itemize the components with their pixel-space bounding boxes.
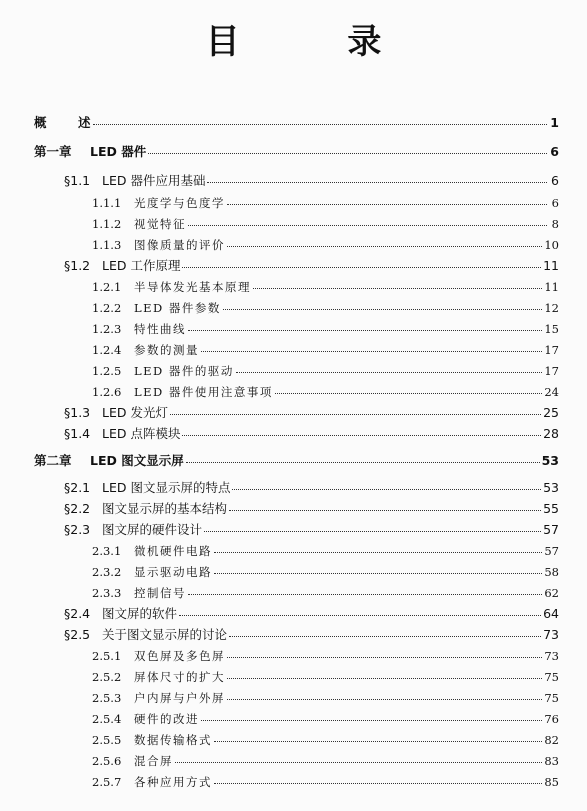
toc-entry bbox=[92, 689, 559, 707]
toc-entry-page: 64 bbox=[543, 606, 559, 621]
page-title: 目 录 bbox=[205, 22, 430, 62]
toc-entry-page: 53 bbox=[541, 453, 559, 468]
dot-leader bbox=[229, 510, 541, 511]
toc-entry-number: 2.5.5 bbox=[92, 733, 122, 747]
toc-entry bbox=[64, 425, 559, 443]
toc-entry bbox=[92, 668, 559, 686]
toc-entry-page: 6 bbox=[550, 144, 559, 159]
dot-leader bbox=[223, 309, 542, 310]
toc-entry-number: 2.5.1 bbox=[92, 649, 122, 663]
toc-entry bbox=[64, 521, 559, 539]
dot-leader bbox=[175, 762, 542, 763]
toc-entry-title: 半导体发光基本原理 bbox=[134, 280, 251, 294]
dot-leader bbox=[182, 435, 541, 436]
toc-entry-number: §2.4 bbox=[64, 606, 91, 621]
toc-entry-number: 2.3.3 bbox=[92, 586, 122, 600]
toc-entry-title: 各种应用方式 bbox=[134, 775, 212, 789]
toc-entry-title: LED 器件参数 bbox=[134, 301, 221, 315]
dot-leader bbox=[214, 573, 542, 574]
toc-entry-title: LED 器件 bbox=[90, 144, 147, 159]
toc-entry-page: 82 bbox=[544, 733, 559, 747]
dot-leader bbox=[188, 330, 542, 331]
toc-entry-number: 第二章 bbox=[34, 453, 72, 468]
toc-entry-page: 8 bbox=[551, 217, 559, 231]
toc-entry-title: 参数的测量 bbox=[134, 343, 199, 357]
toc-entry-title: 图文显示屏的基本结构 bbox=[102, 501, 228, 516]
toc-entry-page: 53 bbox=[543, 480, 559, 495]
toc-entry-page: 85 bbox=[544, 775, 559, 789]
toc-entry bbox=[64, 404, 559, 422]
toc-entry bbox=[64, 257, 559, 275]
dot-leader bbox=[214, 741, 542, 742]
toc-entry-page: 10 bbox=[544, 238, 559, 252]
toc-entry bbox=[34, 143, 559, 161]
toc-entry bbox=[92, 194, 559, 212]
toc-entry-number: §2.5 bbox=[64, 627, 91, 642]
toc-entry-page: 62 bbox=[544, 586, 559, 600]
toc-entry-page: 17 bbox=[544, 364, 559, 378]
toc-entry bbox=[64, 479, 559, 497]
dot-leader bbox=[179, 615, 541, 616]
toc-entry bbox=[64, 605, 559, 623]
toc-entry-number: §2.3 bbox=[64, 522, 91, 537]
toc-entry-title: 混合屏 bbox=[134, 754, 173, 768]
toc-entry-title: LED 发光灯 bbox=[102, 405, 168, 420]
toc-entry-page: 83 bbox=[544, 754, 559, 768]
dot-leader bbox=[201, 351, 542, 352]
dot-leader bbox=[188, 594, 542, 595]
toc-entry-page: 57 bbox=[544, 544, 559, 558]
toc-entry-title: 图文屏的软件 bbox=[102, 606, 178, 621]
toc-entry bbox=[92, 278, 559, 296]
toc-entry bbox=[92, 383, 559, 401]
toc-entry-title: 屏体尺寸的扩大 bbox=[134, 670, 225, 684]
toc-entry-number: 1.2.6 bbox=[92, 385, 122, 399]
toc-entry-title: 特性曲线 bbox=[134, 322, 186, 336]
toc-entry bbox=[34, 114, 559, 132]
toc-entry-title: 控制信号 bbox=[134, 586, 186, 600]
toc-entry-page: 24 bbox=[544, 385, 559, 399]
dot-leader bbox=[232, 489, 541, 490]
dot-leader bbox=[182, 267, 541, 268]
toc-entry-title: 微机硬件电路 bbox=[134, 544, 212, 558]
toc-entry-page: 11 bbox=[544, 280, 559, 294]
toc-entry-title: 视觉特征 bbox=[134, 217, 186, 231]
dot-leader bbox=[275, 393, 542, 394]
toc-entry-number: §1.3 bbox=[64, 405, 91, 420]
dot-leader bbox=[227, 678, 542, 679]
toc-entry bbox=[64, 500, 559, 518]
toc-entry-number: 1.2.1 bbox=[92, 280, 122, 294]
toc-entry-number: 1.2.3 bbox=[92, 322, 122, 336]
toc-entry-number: 第一章 bbox=[34, 144, 72, 159]
toc-entry-title: LED 器件使用注意事项 bbox=[134, 385, 273, 399]
toc-entry-title: 双色屏及多色屏 bbox=[134, 649, 225, 663]
dot-leader bbox=[201, 720, 542, 721]
dot-leader bbox=[188, 225, 547, 226]
toc-entry-page: 75 bbox=[544, 691, 559, 705]
toc-entry-number: 2.5.4 bbox=[92, 712, 122, 726]
toc-entry-page: 17 bbox=[544, 343, 559, 357]
dot-leader bbox=[229, 636, 541, 637]
toc-entry-page: 6 bbox=[551, 196, 559, 210]
toc-entry-page: 73 bbox=[543, 627, 559, 642]
dot-leader bbox=[204, 531, 541, 532]
toc-entry-number: 2.5.2 bbox=[92, 670, 122, 684]
dot-leader bbox=[186, 462, 540, 463]
toc-entry bbox=[92, 362, 559, 380]
toc-entry bbox=[64, 172, 559, 190]
toc-entry bbox=[92, 320, 559, 338]
toc-entry-number: 2.5.3 bbox=[92, 691, 122, 705]
toc-entry-title: 硬件的改进 bbox=[134, 712, 199, 726]
toc-entry-title: LED 图文显示屏 bbox=[90, 453, 184, 468]
toc-entry-number: 2.5.7 bbox=[92, 775, 122, 789]
toc-entry-title: 关于图文显示屏的讨论 bbox=[102, 627, 228, 642]
toc-entry-page: 57 bbox=[543, 522, 559, 537]
toc-entry-title: 图文屏的硬件设计 bbox=[102, 522, 203, 537]
toc-entry bbox=[92, 773, 559, 791]
toc-entry bbox=[92, 731, 559, 749]
toc-entry bbox=[92, 236, 559, 254]
dot-leader bbox=[93, 124, 547, 125]
toc-entry-number: §2.2 bbox=[64, 501, 91, 516]
dot-leader bbox=[170, 414, 541, 415]
toc-entry bbox=[92, 752, 559, 770]
toc-entry-page: 75 bbox=[544, 670, 559, 684]
toc-entry-number: §1.1 bbox=[64, 173, 91, 188]
toc-entry-page: 28 bbox=[543, 426, 559, 441]
dot-leader bbox=[253, 288, 542, 289]
dot-leader bbox=[227, 246, 542, 247]
toc-entry bbox=[92, 299, 559, 317]
toc-entry-title: LED 器件应用基础 bbox=[102, 173, 206, 188]
toc-entry bbox=[92, 710, 559, 728]
toc-entry-number: 1.1.2 bbox=[92, 217, 122, 231]
toc-entry-title: 图像质量的评价 bbox=[134, 238, 225, 252]
toc-entry-number: 1.2.5 bbox=[92, 364, 122, 378]
toc-entry-page: 12 bbox=[544, 301, 559, 315]
toc-entry-number: 1.1.1 bbox=[92, 196, 122, 210]
toc-entry-number: §1.4 bbox=[64, 426, 91, 441]
dot-leader bbox=[214, 783, 542, 784]
toc-entry-number: 2.3.2 bbox=[92, 565, 122, 579]
toc-entry-number: §2.1 bbox=[64, 480, 91, 495]
toc-entry-page: 73 bbox=[544, 649, 559, 663]
toc-entry-page: 1 bbox=[550, 115, 559, 130]
toc-entry-page: 55 bbox=[543, 501, 559, 516]
toc-entry-title: 户内屏与户外屏 bbox=[134, 691, 225, 705]
toc-entry-title: LED 器件的驱动 bbox=[134, 364, 234, 378]
toc-entry bbox=[92, 647, 559, 665]
toc-entry-title: 显示驱动电路 bbox=[134, 565, 212, 579]
toc-entry-title: LED 点阵模块 bbox=[102, 426, 181, 441]
toc-entry bbox=[92, 563, 559, 581]
toc-entry-page: 58 bbox=[544, 565, 559, 579]
dot-leader bbox=[207, 182, 547, 183]
toc-entry-title: 数据传输格式 bbox=[134, 733, 212, 747]
toc-entry-number: 1.1.3 bbox=[92, 238, 122, 252]
toc-entry-number: 1.2.4 bbox=[92, 343, 122, 357]
toc-entry-page: 15 bbox=[544, 322, 559, 336]
toc-entry-number: 1.2.2 bbox=[92, 301, 122, 315]
toc-entry-title: LED 图文显示屏的特点 bbox=[102, 480, 231, 495]
dot-leader bbox=[227, 657, 542, 658]
toc-entry bbox=[92, 341, 559, 359]
toc-entry bbox=[64, 626, 559, 644]
dot-leader bbox=[214, 552, 542, 553]
toc-entry bbox=[92, 215, 559, 233]
toc-entry-number: 2.3.1 bbox=[92, 544, 122, 558]
toc-entry bbox=[92, 584, 559, 602]
toc-entry-title: 述 bbox=[78, 115, 91, 130]
toc-entry-page: 76 bbox=[544, 712, 559, 726]
toc-entry bbox=[34, 452, 559, 470]
toc-entry-page: 6 bbox=[551, 173, 559, 188]
dot-leader bbox=[227, 699, 542, 700]
toc-entry-number: §1.2 bbox=[64, 258, 91, 273]
toc-entry-number: 概 bbox=[34, 115, 47, 130]
toc-entry bbox=[92, 542, 559, 560]
toc-entry-page: 25 bbox=[543, 405, 559, 420]
dot-leader bbox=[227, 204, 547, 205]
toc-entry-title: LED 工作原理 bbox=[102, 258, 181, 273]
toc-entry-number: 2.5.6 bbox=[92, 754, 122, 768]
toc-entry-title: 光度学与色度学 bbox=[134, 196, 225, 210]
toc-entry-page: 11 bbox=[543, 258, 559, 273]
dot-leader bbox=[236, 372, 542, 373]
dot-leader bbox=[148, 153, 547, 154]
